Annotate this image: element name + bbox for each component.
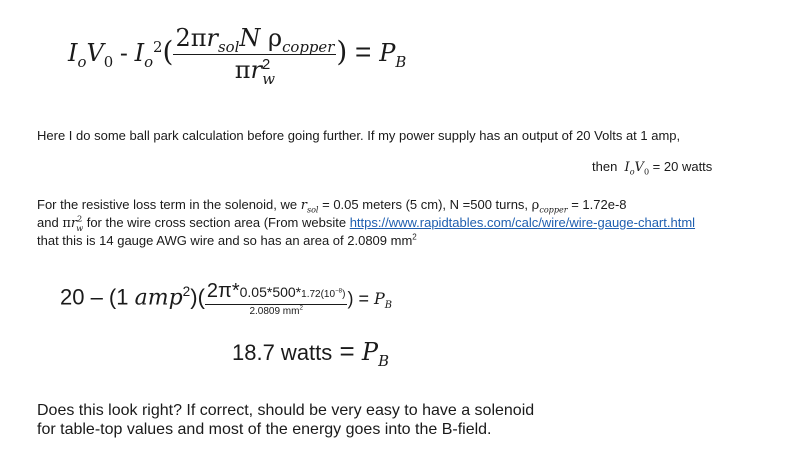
current-squared: $I_o^2$	[134, 37, 163, 71]
intro-text: Here I do some ball park calculation before going further. If my power supply has an output of 20 Volts at 1 amp,	[37, 128, 681, 143]
numeric-fraction-bar	[205, 304, 348, 305]
numeric-numerator: $2\pi*0.05*500*1.72(10^{-8})$	[206, 280, 346, 302]
current-symbol: $I_o$	[68, 38, 87, 71]
resistive-line-1: For the resistive loss term in the solenoid, we $r_{sol} = 0.05$ meters (5 cm), N =500 turns, $\rho_{copper} = 1.72e-8$	[37, 197, 627, 215]
wire-gauge-link[interactable]: https://www.rapidtables.com/calc/wire/wire-gauge-chart.html	[349, 215, 696, 230]
equals-sign: =	[347, 35, 380, 67]
closing-line-2: for table-top values and most of the energy goes into the B-field.	[37, 421, 492, 438]
paren-close: )	[336, 34, 348, 68]
power-symbol: $P_B$	[379, 38, 407, 71]
minus-sign: -	[113, 39, 135, 67]
closing-line-1: Does this look right? If correct, should be very easy to have a solenoid	[37, 402, 535, 419]
voltage-symbol: $V_0$	[86, 38, 114, 71]
power-balance-equation	[68, 24, 407, 88]
numeric-equation: 20 – (1 amp$^2$)( $\frac{2\pi*0.05*500*1.72(10^{-8})}{2.0809 mm^2}$ ) = $P_B$	[60, 280, 393, 317]
numeric-denominator: 2.0809 $mm^2$	[249, 304, 303, 317]
paren-open: (	[162, 34, 174, 68]
fraction-numerator: $2\pi r_{sol}N$ $\rho_{copper}$	[175, 24, 335, 56]
resistive-line-3: that this is 14 gauge AWG wire and so has an area of 2.0809 $mm^2$	[37, 232, 417, 248]
resistive-line-2: and $\pi r^2_w$ for the wire cross section area (From website https://www.rapidtables.com/calc/wire/wire-gauge-chart.html	[37, 214, 696, 233]
then-result: then $I_oV_0 = 20$ watts	[592, 159, 713, 177]
numeric-fraction	[205, 280, 348, 317]
fraction-denominator: $\pi r^2_w$	[234, 56, 276, 88]
result-equation: 18.7 watts = $P_B$	[232, 336, 390, 370]
resistance-fraction	[173, 24, 336, 88]
